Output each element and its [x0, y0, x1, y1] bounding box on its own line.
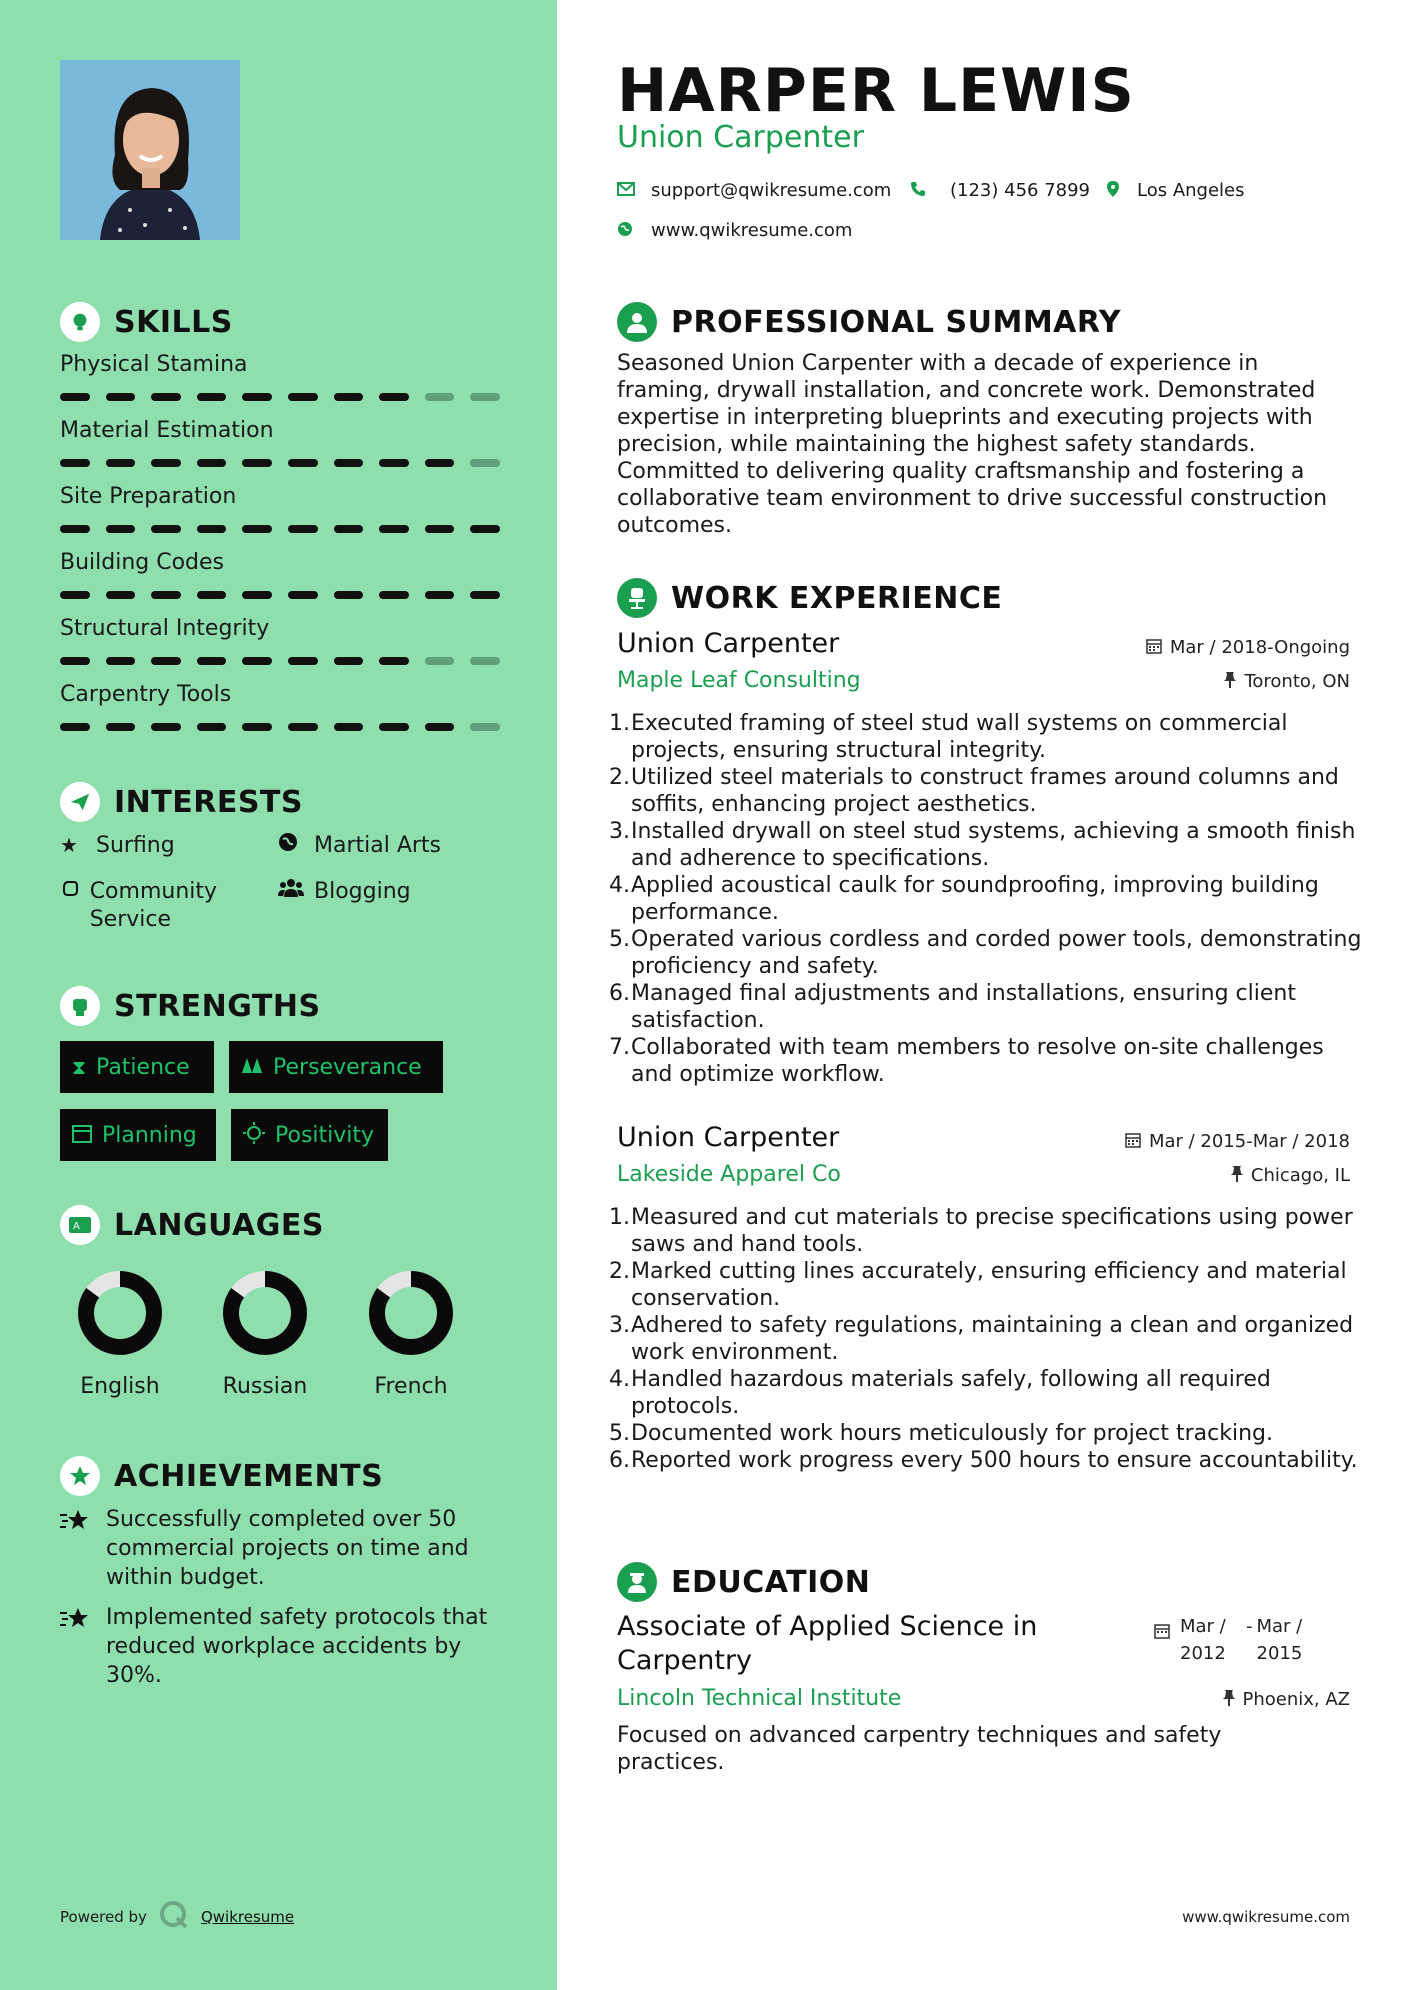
skill-level-dash: [288, 525, 318, 533]
skill-level-dash: [334, 723, 364, 731]
job-location: Toronto, ON: [1224, 671, 1350, 692]
skill-level-dash: [334, 657, 364, 665]
contact-phone[interactable]: (123) 456 7899: [910, 180, 1090, 201]
pushpin-icon: [1223, 1690, 1235, 1710]
job-title: Union Carpenter: [617, 628, 840, 659]
skill-level-dash: [151, 525, 181, 533]
language-item: [210, 1268, 320, 1399]
skill-name: Site Preparation: [60, 484, 237, 509]
contact-email[interactable]: support@qwikresume.com: [617, 180, 891, 201]
globe-icon: [617, 221, 643, 241]
interest-item: ★ Surfing: [60, 833, 175, 858]
job-bullet: 5. Documented work hours meticulously for project tracking.: [609, 1421, 1273, 1446]
map-pin-icon: [1107, 181, 1133, 201]
skill-level-dash: [197, 525, 227, 533]
skill-level-dash: [106, 591, 136, 599]
paper-plane-icon: [60, 782, 100, 822]
hand-icon: [60, 878, 84, 904]
main-content: [557, 0, 1407, 1990]
skill-level-dash: [197, 459, 227, 467]
skill-level-dash: [242, 393, 272, 401]
skill-level-dash: [334, 525, 364, 533]
experience-title: WORK EXPERIENCE: [671, 580, 1003, 616]
skill-name: Structural Integrity: [60, 616, 270, 641]
skill-level-dash: [288, 459, 318, 467]
skill-level-dash: [425, 657, 455, 665]
skill-level-dash: [151, 723, 181, 731]
skill-item: [60, 352, 500, 401]
skill-item: [60, 682, 500, 731]
language-level-donut: [366, 1268, 456, 1358]
skill-level-dash: [470, 591, 500, 599]
language-icon: [60, 1205, 100, 1245]
achievements-header: [60, 1456, 383, 1496]
job-bullet: 7. Collaborated with team members to resolve on-site challenges and optimize workflow.: [609, 1035, 1324, 1087]
fist-icon: [60, 986, 100, 1026]
interest-item: Blogging: [278, 878, 411, 906]
strength-tag: Planning: [60, 1109, 216, 1161]
skill-level-dash: [242, 525, 272, 533]
skill-level-dash: [379, 657, 409, 665]
skill-item: [60, 550, 500, 599]
skill-level-dash: [106, 459, 136, 467]
job-bullet: 6. Managed final adjustments and installations, ensuring client satisfaction.: [609, 981, 1296, 1033]
strengths-header: [60, 986, 321, 1026]
user-icon: [617, 302, 657, 342]
degree-title: Associate of Applied Science in Carpentry: [617, 1611, 1038, 1676]
skill-level-dash: [334, 459, 364, 467]
contact-location: Los Angeles: [1107, 180, 1245, 201]
chair-icon: [617, 578, 657, 618]
skill-level-dash: [288, 393, 318, 401]
skill-level-dash: [106, 393, 136, 401]
achievement-item: Implemented safety protocols that reduced workplace accidents by 30%.: [60, 1603, 510, 1690]
skill-item: [60, 484, 500, 533]
skill-level-dash: [470, 657, 500, 665]
skill-level-dash: [425, 459, 455, 467]
language-name: French: [374, 1374, 448, 1399]
skills-header: [60, 302, 233, 342]
skill-level-dash: [106, 657, 136, 665]
summary-header: [617, 302, 1121, 342]
graduation-icon: [617, 1562, 657, 1602]
education-start: Mar / 2012: [1180, 1616, 1226, 1664]
job-bullet: 1. Executed framing of steel stud wall systems on commercial projects, ensuring structural integrity.: [609, 711, 1288, 763]
skill-name: Carpentry Tools: [60, 682, 232, 707]
job-bullet: 1. Measured and cut materials to precise specifications using power saws and hand tools.: [609, 1205, 1353, 1257]
strength-tag: Positivity: [231, 1109, 388, 1161]
calendar-icon: [1146, 638, 1162, 658]
people-icon: [241, 1055, 263, 1079]
globe-icon: [278, 832, 308, 858]
calendar-icon: [72, 1123, 92, 1148]
pushpin-icon: [1231, 1166, 1243, 1186]
job-company: Maple Leaf Consulting: [617, 668, 861, 693]
skill-level-dash: [379, 723, 409, 731]
skill-level-dash: [334, 591, 364, 599]
job-bullet: 5. Operated various cordless and corded power tools, demonstrating proficiency and safety.: [609, 927, 1362, 979]
skill-level-dash: [242, 723, 272, 731]
education-dates: Mar / 2012 - Mar / 2015: [1154, 1613, 1313, 1667]
skill-level-dash: [60, 657, 90, 665]
job-bullet: 4. Applied acoustical caulk for soundproofing, improving building performance.: [609, 873, 1319, 925]
qwikresume-logo-icon: [159, 1900, 189, 1934]
summary-title: PROFESSIONAL SUMMARY: [671, 304, 1122, 340]
svg-text:A: A: [73, 1221, 80, 1232]
envelope-icon: [617, 181, 643, 200]
skill-level-dash: [288, 657, 318, 665]
job-dates: Mar / 2018-Ongoing: [1146, 637, 1350, 658]
job-bullet: 6. Reported work progress every 500 hours to ensure accountability.: [609, 1448, 1358, 1473]
skill-level-dash: [288, 723, 318, 731]
skill-level-dash: [379, 591, 409, 599]
shooting-star-icon: [60, 1603, 106, 1690]
star-icon: ★: [60, 833, 78, 857]
language-level-donut: [75, 1268, 165, 1358]
skill-name: Building Codes: [60, 550, 225, 575]
language-name: English: [80, 1374, 160, 1399]
job-title: Union Carpenter: [617, 1122, 840, 1153]
skill-level-dash: [242, 657, 272, 665]
skill-item: [60, 616, 500, 665]
languages-header: [60, 1205, 324, 1245]
job-bullet: 3. Installed drywall on steel stud systems, achieving a smooth finish and adherence to specifications.: [609, 819, 1356, 871]
sun-icon: [243, 1122, 265, 1149]
skill-level-dash: [379, 393, 409, 401]
skill-level-dash: [151, 393, 181, 401]
skill-level-dash: [151, 591, 181, 599]
skill-level-dash: [60, 525, 90, 533]
achievement-item: Successfully completed over 50 commercial projects on time and within budget.: [60, 1505, 510, 1592]
education-title: EDUCATION: [671, 1564, 871, 1600]
skill-level-bar: [60, 459, 500, 467]
experience-header: [617, 578, 1002, 618]
strengths-title: STRENGTHS: [114, 988, 321, 1024]
job-bullets: [609, 1204, 1369, 1474]
footer-url[interactable]: www.qwikresume.com: [1182, 1908, 1350, 1926]
skill-level-dash: [470, 525, 500, 533]
job-bullet: 4. Handled hazardous materials safely, following all required protocols.: [609, 1367, 1271, 1419]
language-item: [356, 1268, 466, 1399]
skill-level-dash: [288, 591, 318, 599]
strength-tag: ⧗ Patience: [60, 1041, 214, 1093]
candidate-role: Union Carpenter: [617, 120, 864, 155]
skill-item: [60, 418, 500, 467]
skill-level-dash: [425, 525, 455, 533]
summary-text: Seasoned Union Carpenter with a decade of experience in framing, drywall installation, and concrete work. Demonstrated expertise in interpreting blueprints and executing projects with precision, while maintaining the highest safety standards. Committed to delivering quality craftsmanship and fostering a collaborative team environment to drive successful construction outcomes.: [617, 351, 1328, 538]
skill-level-dash: [242, 459, 272, 467]
users-icon: [278, 878, 308, 904]
school-name: Lincoln Technical Institute: [617, 1686, 902, 1711]
achievement-star-icon: [60, 1456, 100, 1496]
skill-level-bar: [60, 657, 500, 665]
skill-level-dash: [151, 657, 181, 665]
interests-title: INTERESTS: [114, 784, 303, 820]
skill-level-dash: [242, 591, 272, 599]
powered-by: Powered by Qwikresume: [60, 1900, 294, 1934]
shooting-star-icon: [60, 1505, 106, 1592]
skill-level-dash: [60, 393, 90, 401]
lightbulb-icon: [60, 302, 100, 342]
skill-level-dash: [197, 591, 227, 599]
skill-level-dash: [60, 723, 90, 731]
skill-level-dash: [197, 657, 227, 665]
interest-item: Community Service: [60, 878, 260, 934]
skill-level-dash: [60, 591, 90, 599]
job-bullet: 2. Utilized steel materials to construct frames around columns and soffits, enhancing project aesthetics.: [609, 765, 1339, 817]
job-location: Chicago, IL: [1231, 1165, 1350, 1186]
skill-level-dash: [106, 525, 136, 533]
strength-tag: Perseverance: [229, 1041, 443, 1093]
candidate-name: HARPER LEWIS: [617, 56, 1135, 126]
skill-level-dash: [334, 393, 364, 401]
language-item: [65, 1268, 175, 1399]
skill-level-dash: [106, 723, 136, 731]
skill-level-dash: [379, 525, 409, 533]
interest-item: Martial Arts: [278, 832, 441, 860]
education-end: Mar / 2015: [1256, 1616, 1303, 1664]
skill-level-dash: [470, 459, 500, 467]
skill-level-dash: [379, 459, 409, 467]
skill-level-dash: [151, 459, 181, 467]
skill-level-dash: [60, 459, 90, 467]
education-header: [617, 1562, 870, 1602]
calendar-icon: [1154, 1623, 1170, 1644]
job-company: Lakeside Apparel Co: [617, 1162, 841, 1187]
skill-level-bar: [60, 393, 500, 401]
skill-level-dash: [425, 723, 455, 731]
hourglass-icon: ⧗: [72, 1055, 87, 1079]
job-dates: Mar / 2015-Mar / 2018: [1125, 1131, 1350, 1152]
skill-level-dash: [470, 723, 500, 731]
skills-title: SKILLS: [114, 304, 233, 340]
skill-level-dash: [197, 393, 227, 401]
skill-name: Material Estimation: [60, 418, 274, 443]
calendar-icon: [1125, 1132, 1141, 1152]
pushpin-icon: [1224, 672, 1236, 692]
language-name: Russian: [222, 1374, 308, 1399]
skill-level-bar: [60, 525, 500, 533]
education-description: Focused on advanced carpentry techniques and safety practices.: [617, 1723, 1222, 1775]
interests-header: [60, 782, 303, 822]
achievements-title: ACHIEVEMENTS: [114, 1458, 384, 1494]
skill-level-bar: [60, 591, 500, 599]
profile-photo: [60, 60, 240, 240]
skill-name: Physical Stamina: [60, 352, 248, 377]
job-bullet: 3. Adhered to safety regulations, maintaining a clean and organized work environment.: [609, 1313, 1354, 1365]
phone-icon: [910, 181, 936, 201]
job-bullet: 2. Marked cutting lines accurately, ensuring efficiency and material conservation.: [609, 1259, 1347, 1311]
language-level-donut: [220, 1268, 310, 1358]
skill-level-dash: [470, 393, 500, 401]
skill-level-dash: [425, 591, 455, 599]
job-bullets: [609, 710, 1369, 1088]
skill-level-dash: [425, 393, 455, 401]
sidebar: [0, 0, 557, 1990]
skill-level-bar: [60, 723, 500, 731]
education-location: Phoenix, AZ: [1223, 1689, 1351, 1710]
qwikresume-link[interactable]: Qwikresume: [200, 1908, 295, 1926]
contact-website[interactable]: www.qwikresume.com: [617, 220, 852, 241]
skill-level-dash: [197, 723, 227, 731]
languages-title: LANGUAGES: [114, 1207, 324, 1243]
